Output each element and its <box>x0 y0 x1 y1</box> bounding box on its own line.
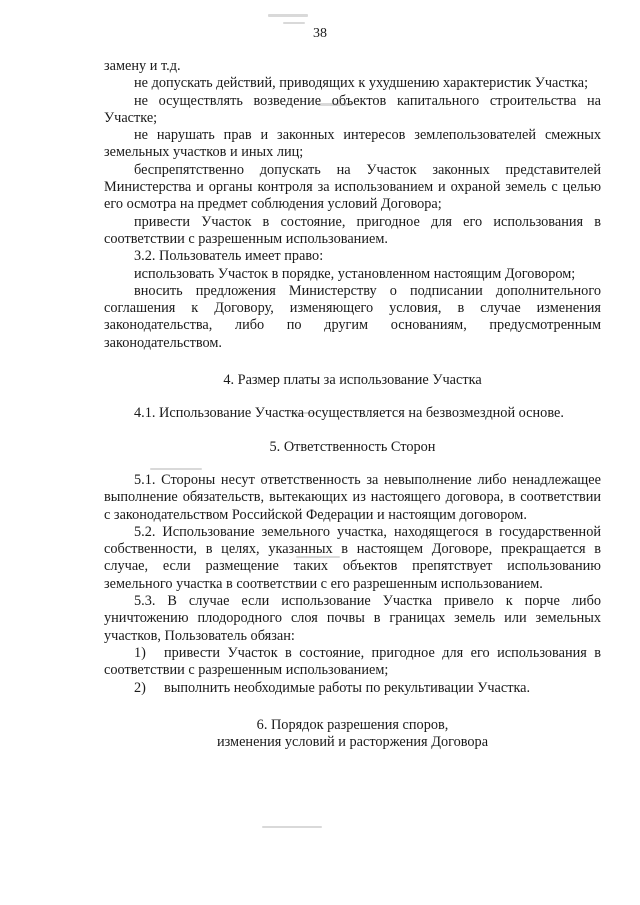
page-number: 38 <box>313 26 327 41</box>
clause-5-3: 5.3. В случае если использование Участка привело к порче либо уничтожению плодородного слоя почвы в границах земель или земельных участков, Пользователь обязан: <box>104 593 601 644</box>
section-4-heading: 4. Размер платы за использование Участка <box>223 372 482 389</box>
right-paragraph: вносить предложения Министерству о подписании дополнительного соглашения к Договору, изменяющего условия, в случае изменения законодательства, либо по другим основаниям, предусмотренным законодательством. <box>104 282 601 351</box>
section-6-heading-line1: 6. Порядок разрешения споров, <box>256 716 449 733</box>
list-item-number: 1) <box>134 644 146 661</box>
obligation-paragraph: привести Участок в состояние, пригодное для его использования в соответствии с разрешенным использованием. <box>104 213 601 247</box>
list-item-text: выполнить необходимые работы по рекультивации Участка. <box>164 679 531 696</box>
list-item <box>104 680 601 697</box>
right-paragraph: использовать Участок в порядке, установленном настоящим Договором; <box>134 265 576 282</box>
scan-artifact <box>262 826 322 828</box>
document-body <box>104 58 601 751</box>
obligation-paragraph: не допускать действий, приводящих к ухудшению характеристик Участка; <box>134 75 589 92</box>
clause-5-1: 5.1. Стороны несут ответственность за невыполнение либо ненадлежащее выполнение обязательств, вытекающих из настоящего договора, в соответствии с законодательством Российской Федерации и настоящим договором. <box>104 471 601 523</box>
obligation-paragraph: не осуществлять возведение объектов капитального строительства на Участке; <box>104 92 601 126</box>
paragraph-continuation: замену и т.д. <box>104 58 181 74</box>
list-item-number: 2) <box>134 679 146 696</box>
section-6-heading-line2: изменения условий и расторжения Договора <box>216 734 489 751</box>
clause-3-2: 3.2. Пользователь имеет право: <box>134 248 324 265</box>
obligation-paragraph: не нарушать прав и законных интересов землепользователей смежных земельных участков и иных лиц; <box>104 127 601 161</box>
list-item-text: привести Участок в состояние, пригодное для его использования в соответствии с разрешенным использованием; <box>104 644 601 679</box>
scan-artifact <box>283 22 305 24</box>
scan-artifact <box>268 14 308 17</box>
clause-4-1: 4.1. Использование Участка осуществляется на безвозмездной основе. <box>134 405 564 422</box>
list-item <box>104 645 601 680</box>
section-5-heading: 5. Ответственность Сторон <box>269 438 436 455</box>
clause-5-2: 5.2. Использование земельного участка, находящегося в государственной собственности, в целях, указанных в настоящем Договоре, прекращается в случае, если размещение таких объектов препятствует использованию земельного участка в соответствии с его разрешенным использованием. <box>104 523 601 592</box>
obligation-paragraph: беспрепятственно допускать на Участок законных представителей Министерства и органы контроля за использованием и охраной земель с целью его осмотра на предмет соблюдения условий Договора; <box>104 161 601 213</box>
